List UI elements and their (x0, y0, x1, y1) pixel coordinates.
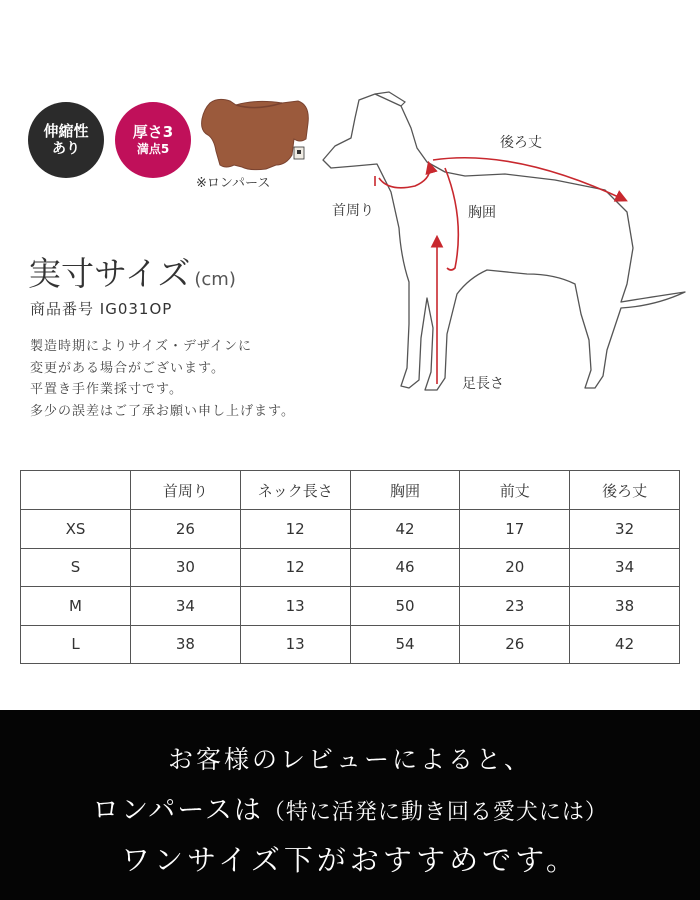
table-cell: 13 (240, 625, 350, 664)
thickness-badge-line2: 満点5 (136, 141, 170, 156)
size-cell: L (21, 625, 131, 664)
table-cell: 26 (131, 510, 241, 549)
size-cell: M (21, 587, 131, 626)
stretch-badge-line2: あり (52, 140, 80, 157)
table-cell: 26 (460, 625, 570, 664)
note-line: 製造時期によりサイズ・デザインに (30, 339, 253, 354)
size-cell: XS (21, 510, 131, 549)
product-caption: ※ロンパース (196, 176, 271, 191)
size-unit: (cm) (194, 269, 236, 290)
table-row (21, 510, 680, 549)
table-cell: 38 (131, 625, 241, 664)
thickness-badge-line1: 厚さ3 (132, 123, 174, 142)
note-line: 多少の誤差はご了承お願い申し上げます。 (30, 403, 295, 419)
note-line: 変更がある場合がございます。 (30, 360, 225, 376)
table-cell: 42 (350, 510, 460, 549)
chest-girth-label: 胸囲 (468, 205, 496, 221)
review-banner (0, 710, 700, 900)
thickness-badge (115, 102, 191, 178)
table-cell: 30 (131, 548, 241, 587)
table-cell: 34 (131, 587, 241, 626)
header-cell (21, 471, 131, 510)
romper-product-image (196, 95, 316, 173)
table-cell: 50 (350, 587, 460, 626)
table-row (21, 587, 680, 626)
table-cell: 23 (460, 587, 570, 626)
table-cell: 42 (570, 625, 680, 664)
table-row (21, 548, 680, 587)
size-title-text: 実寸サイズ (28, 254, 191, 293)
table-cell: 12 (240, 510, 350, 549)
leg-length-label: 足長さ (462, 376, 504, 392)
neck-girth-label: 首周り (332, 203, 374, 219)
product-number: 商品番号 IG031OP (30, 300, 173, 318)
back-length-label: 後ろ丈 (500, 135, 542, 151)
banner-line3: ワンサイズ下がおすすめです。 (121, 843, 579, 877)
table-cell: 17 (460, 510, 570, 549)
table-cell: 32 (570, 510, 680, 549)
table-header-row (21, 471, 680, 510)
size-notes (30, 336, 295, 422)
size-title (28, 248, 236, 295)
size-table (20, 470, 680, 664)
table-cell: 54 (350, 625, 460, 664)
table-cell: 12 (240, 548, 350, 587)
header-cell: 後ろ丈 (570, 471, 680, 510)
stretch-badge-line1: 伸縮性 (43, 121, 89, 140)
header-cell: 首周り (131, 471, 241, 510)
size-cell: S (21, 548, 131, 587)
stretch-badge (28, 102, 104, 178)
table-cell: 46 (350, 548, 460, 587)
banner-line2-main: ロンパースは (92, 795, 263, 826)
table-row (21, 625, 680, 664)
header-cell: 胸囲 (350, 471, 460, 510)
header-cell: ネック長さ (240, 471, 350, 510)
table-cell: 20 (460, 548, 570, 587)
table-cell: 34 (570, 548, 680, 587)
table-cell: 13 (240, 587, 350, 626)
banner-line1: お客様のレビューによると、 (167, 745, 532, 774)
header-cell: 前丈 (460, 471, 570, 510)
banner-line2 (0, 788, 700, 827)
banner-line2-paren: （特に活発に動き回る愛犬には） (262, 800, 608, 825)
table-cell: 38 (570, 587, 680, 626)
note-line: 平置き手作業採寸です。 (30, 382, 183, 397)
